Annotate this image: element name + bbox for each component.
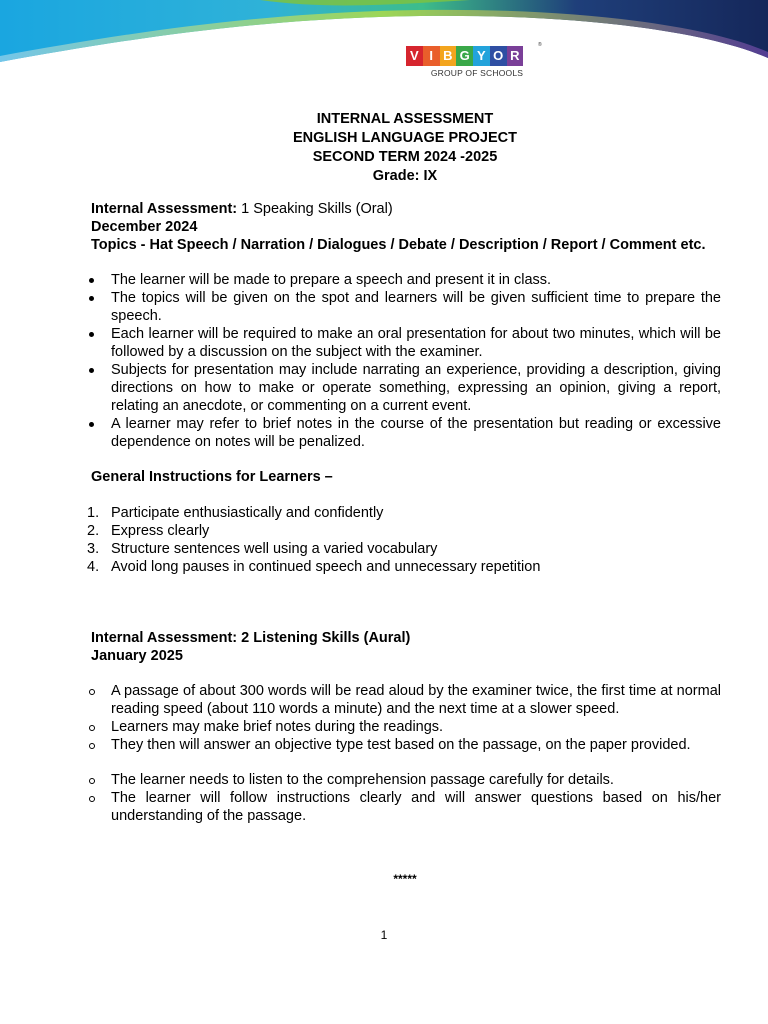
header-line-3: SECOND TERM 2024 -2025 xyxy=(312,149,498,165)
section2-bullet-list-b xyxy=(91,771,721,825)
section1-topics: Topics - Hat Speech / Narration / Dialogues / Debate / Description / Report / Comment etc. xyxy=(91,237,706,253)
header-banner xyxy=(0,0,768,95)
logo-letter: O xyxy=(490,46,507,66)
logo-letters xyxy=(406,46,540,66)
list-item: Subjects for presentation may include narrating an experience, providing a description, giving directions on how to make or operate something, expressing an opinion, giving a report, relating an anecdote, or commenting on a current event. xyxy=(91,361,721,415)
list-item: 4. Avoid long pauses in continued speech and unnecessary repetition xyxy=(87,559,541,575)
list-item: 1. Participate enthusiastically and confidently xyxy=(87,505,384,521)
list-item: A learner may refer to brief notes in the course of the presentation but reading or excessive dependence on notes will be penalized. xyxy=(91,415,721,451)
document-header xyxy=(0,110,768,186)
list-item: The learner needs to listen to the comprehension passage carefully for details. xyxy=(91,771,721,789)
end-marker: ***** xyxy=(393,872,417,886)
header-line-2: ENGLISH LANGUAGE PROJECT xyxy=(293,130,517,146)
list-item: 2. Express clearly xyxy=(87,523,210,539)
list-item: A passage of about 300 words will be read aloud by the examiner twice, the first time at normal reading speed (about 110 words a minute) and the next time at a slower speed. xyxy=(91,682,721,718)
list-item: Learners may make brief notes during the readings. xyxy=(91,718,721,736)
logo-letter: Y xyxy=(473,46,490,66)
logo-letter: B xyxy=(440,46,457,66)
instructions-heading: General Instructions for Learners – xyxy=(91,469,333,485)
logo-letter: R xyxy=(507,46,524,66)
document-body xyxy=(87,200,721,825)
section1-heading xyxy=(91,200,721,218)
list-item: The learner will be made to prepare a speech and present it in class. xyxy=(91,271,721,289)
section1-title: 1 Speaking Skills (Oral) xyxy=(237,201,393,217)
list-item: The learner will follow instructions clearly and will answer questions based on his/her understanding of the passage. xyxy=(91,789,721,825)
logo-letter: G xyxy=(456,46,473,66)
list-item: The topics will be given on the spot and learners will be given sufficient time to prepare the speech. xyxy=(91,289,721,325)
trademark-mark: ® xyxy=(538,42,542,48)
section2-bullet-list-a xyxy=(91,682,721,754)
section1-label: Internal Assessment: xyxy=(91,201,238,217)
list-item: They then will answer an objective type test based on the passage, on the paper provided. xyxy=(91,736,721,754)
section1-bullet-list xyxy=(91,271,721,451)
header-grade: Grade: IX xyxy=(372,168,438,184)
section1-date: December 2024 xyxy=(91,219,198,235)
logo-letter: V xyxy=(406,46,423,66)
list-item: Each learner will be required to make an oral presentation for about two minutes, which will be followed by a discussion on the subject with the examiner. xyxy=(91,325,721,361)
instructions-list xyxy=(87,504,721,576)
logo-tagline: GROUP OF SCHOOLS xyxy=(430,68,524,78)
section2-heading: Internal Assessment: 2 Listening Skills (Aural) xyxy=(91,630,411,646)
logo-letter: I xyxy=(423,46,440,66)
list-item: 3. Structure sentences well using a varied vocabulary xyxy=(87,541,438,557)
section2-date: January 2025 xyxy=(91,648,183,664)
page-number: 1 xyxy=(380,928,388,942)
vibgyor-logo xyxy=(406,46,540,78)
header-line-1: INTERNAL ASSESSMENT xyxy=(316,111,494,127)
